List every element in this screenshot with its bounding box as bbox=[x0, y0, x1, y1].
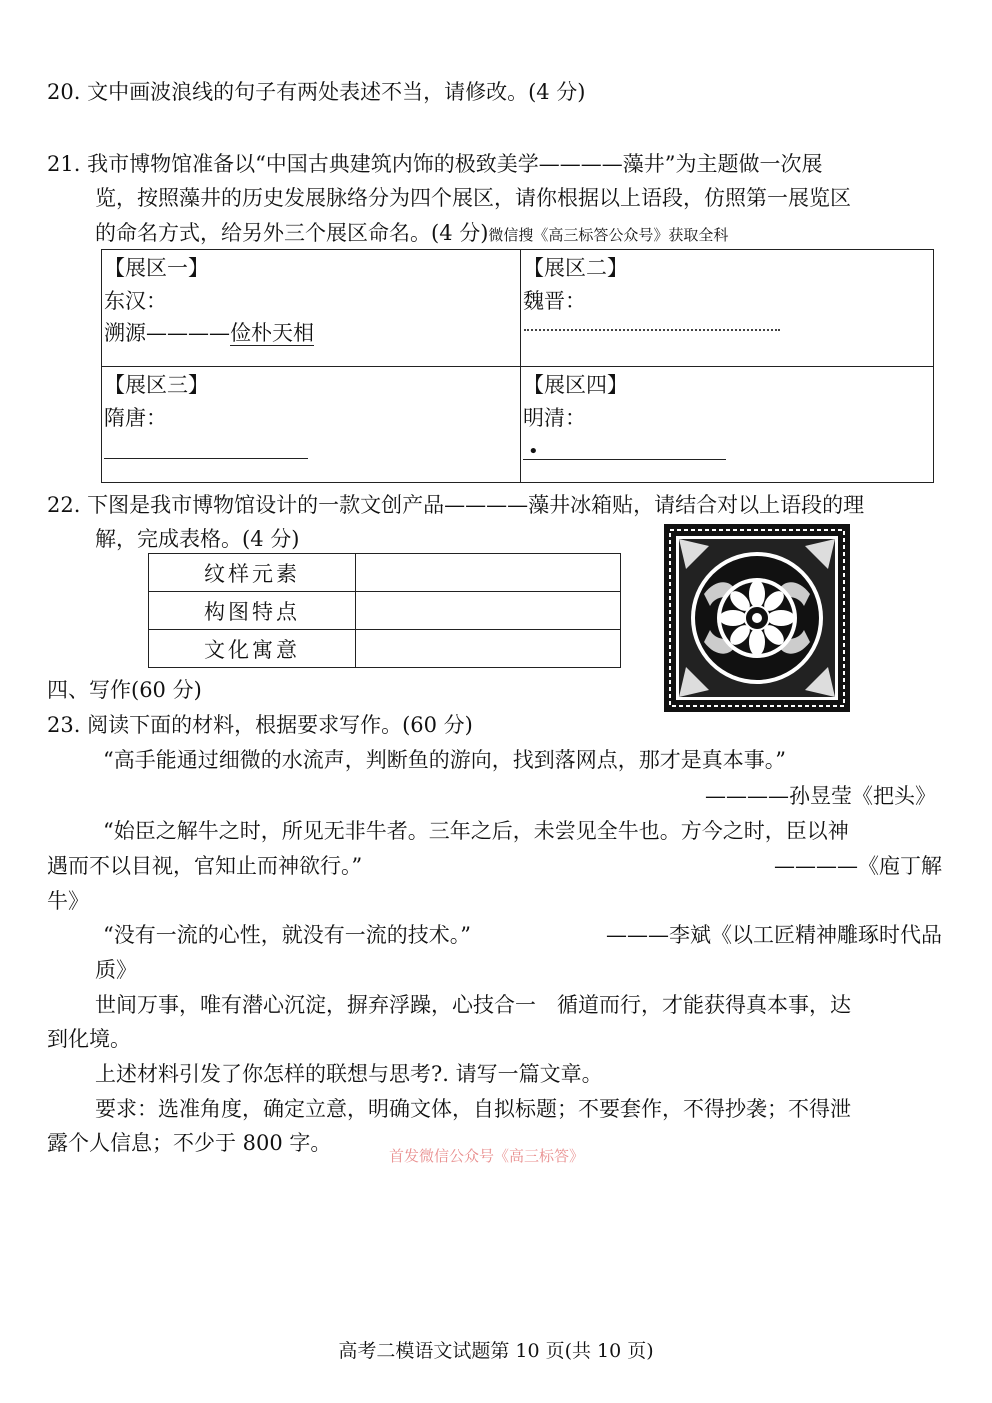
paragraph-2: 上述材料引发了你怎样的联想与思考?. 请写一篇文章。 bbox=[95, 1062, 603, 1086]
quote-1: “高手能通过细微的水流声，判断鱼的游向，找到落网点，那才是真本事。” bbox=[103, 748, 786, 772]
zone3-era: 隋唐： bbox=[104, 406, 167, 430]
grid-horizontal-divider bbox=[102, 366, 933, 367]
zone1-name-prefix: 溯源———— bbox=[104, 321, 230, 345]
question-21-line3 bbox=[95, 218, 728, 250]
requirements-line1: 要求：选准角度，确定立意，明确文体，自拟标题；不要套作，不得抄袭；不得泄 bbox=[95, 1097, 851, 1121]
watermark-text: 首发微信公众号《高三标答》 bbox=[389, 1147, 585, 1165]
question-22-line2: 解，完成表格。(4 分) bbox=[95, 527, 300, 551]
quote-3-source-cont: 质》 bbox=[95, 958, 137, 982]
zone2-answer-line bbox=[524, 329, 780, 331]
zaojing-magnet-image bbox=[664, 524, 850, 712]
zone4-answer-line bbox=[523, 459, 726, 460]
quote-2-line2: 遇而不以目视，官知止而神欲行。” bbox=[47, 854, 363, 878]
question-21-note: 微信搜《高三标答公众号》获取全科 bbox=[488, 226, 729, 244]
paragraph-1-line1: 世间万事，唯有潜心沉淀，摒弃浮躁，心技合一 循道而行，才能获得真本事，达 bbox=[95, 993, 851, 1017]
question-21-line1: 21. 我市博物馆准备以“中国古典建筑内饰的极致美学————藻井”为主题做一次展 bbox=[47, 152, 823, 176]
zone1-name-answer: 俭朴天相 bbox=[230, 321, 314, 345]
zone2-era: 魏晋： bbox=[523, 289, 586, 313]
quote-3: “没有一流的心性，就没有一流的技术。” bbox=[103, 923, 471, 947]
answer-cell-meaning bbox=[356, 630, 621, 668]
row-label-pattern: 纹样元素 bbox=[149, 554, 356, 592]
quote-3-source: ———李斌《以工匠精神雕琢时代品 bbox=[606, 923, 942, 947]
quote-2-line3: 牛》 bbox=[47, 889, 89, 913]
table-row bbox=[149, 592, 621, 630]
zone2-title: 【展区二】 bbox=[523, 256, 628, 280]
question-21-line3-text: 的命名方式，给另外三个展区命名。(4 分) bbox=[95, 221, 489, 245]
zone4-title: 【展区四】 bbox=[523, 373, 628, 397]
zone4-era: 明清： bbox=[523, 406, 586, 430]
zone3-title: 【展区三】 bbox=[104, 373, 209, 397]
question-20: 20. 文中画波浪线的句子有两处表述不当，请修改。(4 分) bbox=[47, 80, 586, 104]
row-label-composition: 构图特点 bbox=[149, 592, 356, 630]
table-row bbox=[149, 554, 621, 592]
zone4-bullet: • bbox=[528, 441, 539, 462]
question-23-title: 23. 阅读下面的材料，根据要求写作。(60 分) bbox=[47, 713, 473, 737]
zone1-name bbox=[104, 317, 314, 349]
quote-1-source: ————孙昱莹《把头》 bbox=[705, 784, 936, 808]
section-4-heading: 四、写作(60 分) bbox=[47, 678, 202, 702]
question-22-line1: 22. 下图是我市博物馆设计的一款文创产品————藻井冰箱贴，请结合对以上语段的理 bbox=[47, 493, 865, 517]
question-21-line2: 览，按照藻井的历史发展脉络分为四个展区，请你根据以上语段，仿照第一展览区 bbox=[95, 186, 851, 210]
zone1-title: 【展区一】 bbox=[104, 256, 209, 280]
zone1-era: 东汉： bbox=[104, 289, 167, 313]
row-label-meaning: 文化寓意 bbox=[149, 630, 356, 668]
requirements-line2: 露个人信息；不少于 800 字。 bbox=[47, 1131, 332, 1155]
product-analysis-table bbox=[148, 553, 621, 668]
paragraph-1-line2: 到化境。 bbox=[47, 1027, 131, 1051]
answer-cell-pattern bbox=[356, 554, 621, 592]
zone3-answer-line bbox=[104, 458, 308, 459]
answer-cell-composition bbox=[356, 592, 621, 630]
page-footer: 高考二模语文试题第 10 页(共 10 页) bbox=[338, 1340, 654, 1362]
table-row bbox=[149, 630, 621, 668]
exhibition-zones-grid bbox=[101, 249, 934, 483]
quote-2-line1: “始臣之解牛之时，所见无非牛者。三年之后，未尝见全牛也。方今之时，臣以神 bbox=[103, 819, 849, 843]
quote-2-source: ————《庖丁解 bbox=[774, 854, 942, 878]
